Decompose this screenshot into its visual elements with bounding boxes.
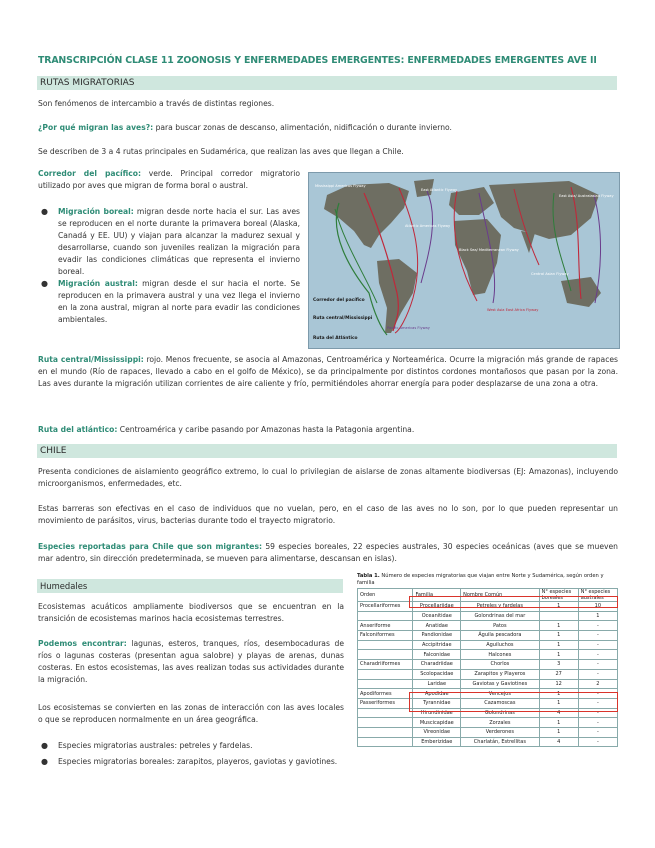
table-cell: -: [578, 708, 617, 718]
table-cell: 1: [539, 640, 578, 650]
lead-boreal: Migración boreal:: [58, 207, 134, 216]
table-cell: [358, 611, 413, 621]
text-austral: migran desde el sur hacia el norte. Se reproducen en la primavera austral y una vez llega el invierno en la zona austral, migran al norte para evadir las condiciones ambientales.: [58, 279, 300, 324]
table-cell: Charadriiformes: [358, 660, 413, 670]
map-label-pacific-americas: Pacific Americas Flyway: [387, 326, 430, 330]
table-cell: Charlatán, Estrellitas: [461, 737, 540, 747]
text-why-migrate: para buscar zonas de descanso, alimentación, nidificación o durante invierno.: [153, 123, 452, 132]
table-header-row: [358, 589, 618, 602]
paragraph-routes: Se describen de 3 a 4 rutas principales en Sudamérica, que realizan las aves que llegan a Chile.: [38, 147, 404, 156]
table-cell: [358, 727, 413, 737]
map-label-central-asian: Central Asian Flyway: [531, 272, 569, 276]
table-cell: -: [578, 727, 617, 737]
table-cell: Golondrinas: [461, 708, 540, 718]
map-label-east-atlantic: East Atlantic Flyway: [421, 188, 458, 192]
table-row: [358, 631, 618, 641]
table-cell: Passeriformes: [358, 698, 413, 708]
lead-central: Ruta central/Mississippi:: [38, 355, 144, 364]
table-row: [358, 669, 618, 679]
purple-flyway-atlantic: [421, 191, 433, 283]
table-cell: -: [578, 718, 617, 728]
table-row: [358, 698, 618, 708]
table-cell: Zorzales: [461, 718, 540, 728]
table-cell: Apodidae: [413, 689, 461, 699]
table-row: [358, 679, 618, 689]
bullet-boreales: ● Especies migratorias boreales: zarapitos, playeros, gaviotas y gaviotines.: [41, 757, 338, 766]
table-cell: Emberizidae: [413, 737, 461, 747]
lead-podemos: Podemos encontrar:: [38, 639, 127, 648]
species-table: [357, 588, 618, 747]
table-row: [358, 611, 618, 621]
section-header-rutas: RUTAS MIGRATORIAS: [37, 76, 617, 90]
table-cell: -: [578, 698, 617, 708]
table-cell: Petreles y fardelas: [461, 602, 540, 612]
table-cell: 1: [539, 727, 578, 737]
text-atlantico: Centroamérica y caribe pasando por Amazonas hasta la Patagonia argentina.: [117, 425, 415, 434]
th-nombre: Nombre Común: [461, 589, 540, 602]
table-cell: Charadriidae: [413, 660, 461, 670]
table-cell: -: [578, 621, 617, 631]
africa-shape: [454, 219, 501, 295]
table-cell: Tyrannidae: [413, 698, 461, 708]
map-label-black-sea: Black Sea/ Mediterranean Flyway: [459, 248, 519, 252]
table-cell: -: [578, 689, 617, 699]
table-cell: Procellariidae: [413, 602, 461, 612]
table-cell: -: [578, 650, 617, 660]
table-cell: 1: [539, 698, 578, 708]
table-cell: -: [578, 660, 617, 670]
table-cell: Procellariformes: [358, 602, 413, 612]
paragraph-atlantico: [38, 424, 618, 436]
table-cell: 4: [539, 737, 578, 747]
flyway-map: [308, 172, 620, 349]
table-cell: Halcones: [461, 650, 540, 660]
paragraph-central: [38, 354, 618, 390]
asia-shape: [489, 181, 599, 239]
table-cell: Golondrinas del mar: [461, 611, 540, 621]
table-cell: Vencejos: [461, 689, 540, 699]
table-cell: 27: [539, 669, 578, 679]
paragraph-interaction: Los ecosistemas se convierten en las zonas de interacción con las aves locales o que se reproducen normalmente en un área geográfica.: [38, 703, 344, 724]
paragraph-chile-isolation: Presenta condiciones de aislamiento geográfico extremo, lo cual lo privilegian de aislarse de zonas altamente biodiversas (EJ: Amazonas), incluyendo microorganismos, enfermedades, etc.: [38, 467, 618, 488]
table-row: [358, 621, 618, 631]
table-caption-label: Tabla 1.: [357, 573, 380, 579]
table-row: [358, 650, 618, 660]
table-cell: Chorlos: [461, 660, 540, 670]
paragraph-humedales: Ecosistemas acuáticos ampliamente biodiversos que se encuentran en la transición de ecosistemas marinos hacia ecosistemas terrestres.: [38, 602, 344, 623]
table-cell: -: [578, 737, 617, 747]
text-boreal: migran desde norte hacia el sur. Las aves se reproducen en el norte durante la primavera boreal (Alaska, Canadá y EE. UU) y viajan para alcanzar la madurez sexual y desarrollarse, cuando son juveniles realizan la migración para evadir las condiciones climáticas que representa el invierno boreal.: [58, 207, 300, 276]
th-boreales: N° especies boreales: [539, 589, 578, 602]
section-header-chile: CHILE: [37, 444, 617, 458]
table-row: [358, 718, 618, 728]
map-label-atlantic: Atlantic Americas Flyway: [405, 224, 451, 228]
table-cell: Anatidae: [413, 621, 461, 631]
table-cell: [358, 650, 413, 660]
table-row: [358, 708, 618, 718]
paragraph-pacifico: [38, 168, 300, 192]
table-row: [358, 660, 618, 670]
text-pacifico: verde. Principal corredor migratorio utilizado por aves que migran de forma boral o austral.: [38, 169, 300, 190]
table-row: [358, 737, 618, 747]
table-cell: 4: [539, 708, 578, 718]
table-cell: [358, 708, 413, 718]
table-cell: Muscicapidae: [413, 718, 461, 728]
paragraph-species: [38, 541, 618, 565]
lead-why-migrate: ¿Por qué migran las aves?:: [38, 123, 154, 132]
migration-bullets: [38, 206, 300, 326]
table-cell: [358, 718, 413, 728]
table-cell: Verderones: [461, 727, 540, 737]
table-row: [358, 689, 618, 699]
map-label-east-asian: East Asia/ Australasian Flyway: [559, 194, 614, 198]
map-legend-pacifico: Corredor del pacífico: [313, 298, 365, 303]
table-cell: [358, 640, 413, 650]
lead-atlantico: Ruta del atlántico:: [38, 425, 118, 434]
text-boreales: Especies migratorias boreales: zarapitos, playeros, gaviotas y gaviotines.: [58, 757, 338, 766]
text-podemos: lagunas, esteros, tranques, ríos, desembocaduras de ríos o lagunas costeras (presentan agua salobre) y playas de arenas, dunas costeras. En estos ecosistemas, las aves realizan todas sus actividades durante la migración.: [38, 639, 345, 684]
table-cell: Gaviotas y Gaviotines: [461, 679, 540, 689]
table-cell: 1: [539, 718, 578, 728]
table-row: [358, 640, 618, 650]
table-cell: Patos: [461, 621, 540, 631]
table-cell: Aguiluchos: [461, 640, 540, 650]
table-cell: 1: [539, 631, 578, 641]
species-table-block: [357, 573, 618, 747]
table-cell: -: [578, 669, 617, 679]
humedales-bullets: [38, 740, 344, 768]
table-cell: 1: [539, 689, 578, 699]
lead-species: Especies reportadas para Chile que son migrantes:: [38, 542, 263, 551]
table-cell: Oceanitidae: [413, 611, 461, 621]
table-cell: Vireonidae: [413, 727, 461, 737]
table-body: [358, 602, 618, 747]
bullet-boreal: ● Migración boreal: migran desde norte hacia el sur. Las aves se reproducen en el norte durante la primavera boreal (Alaska, Canadá y EE. UU) y viajan para alcanzar la madurez sexual y desarrollarse, cuando son juveniles realizan la migración para evadir las condiciones climáticas que representa el invierno boreal.: [41, 207, 300, 276]
table-cell: -: [578, 631, 617, 641]
page-title: TRANSCRIPCIÓN CLASE 11 ZOONOSIS Y ENFERMEDADES EMERGENTES: ENFERMEDADES EMERGENTES AVE II: [38, 55, 597, 66]
th-australes: N° especies australes: [578, 589, 617, 602]
table-cell: 3: [539, 660, 578, 670]
table-cell: 2: [578, 679, 617, 689]
map-legend-atlantico: Ruta del Atlántico: [313, 336, 358, 341]
lead-pacifico: Corredor del pacífico:: [38, 169, 141, 178]
th-orden: Orden: [358, 589, 413, 602]
table-cell: Accipitridae: [413, 640, 461, 650]
table-cell: Pandionidae: [413, 631, 461, 641]
table-caption-text: Número de especies migratorias que viajan entre Norte y Sudamérica, según orden y familia: [357, 573, 604, 586]
table-cell: Águila pescadora: [461, 631, 540, 641]
table-cell: 12: [539, 679, 578, 689]
table-row: [358, 727, 618, 737]
table-cell: 1: [578, 611, 617, 621]
paragraph-chile-barriers: Estas barreras son efectivas en el caso de individuos que no vuelan, pero, en el caso de las aves no lo son, por lo que pueden representar un movimiento de parásitos, virus, bacterias durante todo el trayecto migratorio.: [38, 504, 618, 525]
bullet-austral: ● Migración austral: migran desde el sur hacia el norte. Se reproducen en la primavera austral y una vez llega el invierno en la zona austral, migran al norte para evadir las condiciones ambientales.: [41, 279, 300, 324]
text-australes: Especies migratorias australes: petreles y fardelas.: [58, 741, 253, 750]
table-cell: [358, 669, 413, 679]
th-familia: Familia: [413, 589, 461, 602]
table-cell: 1: [539, 650, 578, 660]
text-species: 59 especies boreales, 22 especies australes, 30 especies oceánicas (aves que se mueven mar adentro, sin dirección predeterminada, se mueven para alimentarse, descansan en islas).: [38, 542, 618, 563]
table-cell: Zarapitos y Playeros: [461, 669, 540, 679]
table-cell: Falconiformes: [358, 631, 413, 641]
paragraph-intro: Son fenómenos de intercambio a través de distintas regiones.: [38, 99, 275, 108]
table-cell: Falconidae: [413, 650, 461, 660]
table-cell: Apodiformes: [358, 689, 413, 699]
table-cell: Laridae: [413, 679, 461, 689]
map-label-west-asia: West Asia East Africa Flyway: [487, 308, 539, 312]
table-row: [358, 602, 618, 612]
table-cell: Anseriforme: [358, 621, 413, 631]
paragraph-why-migrate: [38, 122, 618, 134]
table-cell: Cazamoscas: [461, 698, 540, 708]
map-label-mississippi: Mississippi Americas Flyway: [315, 184, 366, 188]
table-cell: Hirundinidae: [413, 708, 461, 718]
flyway-map-svg: [309, 173, 619, 348]
table-caption: [357, 573, 618, 586]
table-cell: 10: [578, 602, 617, 612]
lead-austral: Migración austral:: [58, 279, 138, 288]
table-cell: 1: [539, 621, 578, 631]
table-cell: [539, 611, 578, 621]
bullet-australes: ● Especies migratorias australes: petreles y fardelas.: [41, 741, 253, 750]
table-cell: [358, 679, 413, 689]
map-legend-central: Ruta central/Mississippi: [313, 316, 373, 321]
table-cell: Scolopacidae: [413, 669, 461, 679]
section-header-humedales: Humedales: [37, 579, 343, 593]
table-cell: [358, 737, 413, 747]
table-cell: 1: [539, 602, 578, 612]
text-central: rojo. Menos frecuente, se asocia al Amazonas, Centroamérica y Norteamérica. Ocurre la migración más grande de rapaces en el mundo (Río de rapaces, llevado a cabo en el golfo de México), se da principalmente por distintos cordones montañosos que pasan por la zona. Las aves durante la migración utilizan corrientes de aire caliente y frío, permitiéndoles ahorrar energía para poder desplazarse de una zona a otra.: [38, 355, 618, 388]
table-cell: -: [578, 640, 617, 650]
paragraph-podemos: [38, 638, 344, 686]
